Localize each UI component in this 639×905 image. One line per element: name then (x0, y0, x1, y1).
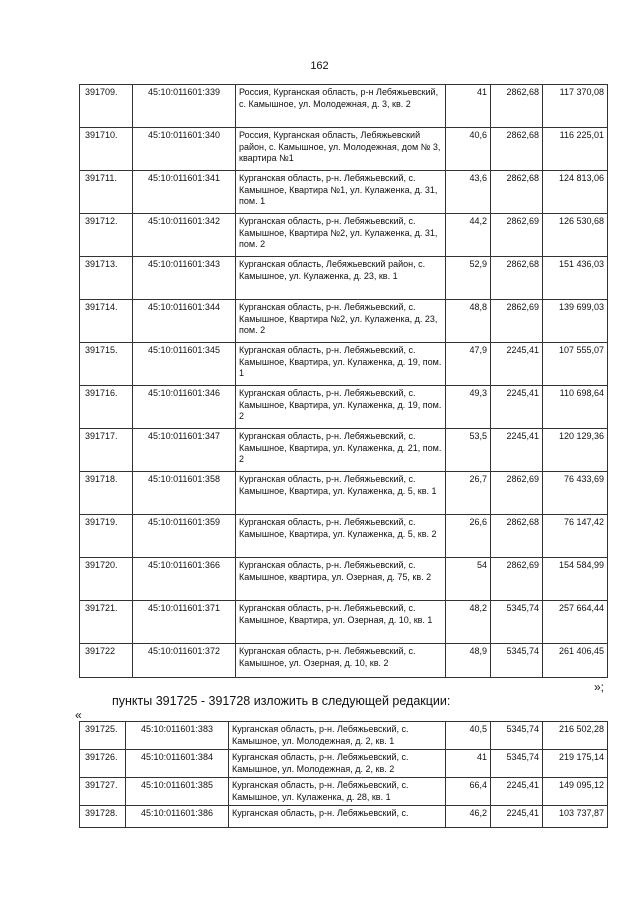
address-cell: Курганская область, р-н. Лебяжьевский, с. (229, 806, 446, 828)
area-cell: 40,5 (446, 722, 491, 750)
table-row (80, 128, 608, 171)
area-cell: 48,2 (446, 601, 491, 644)
row-number-cell: 391725. (80, 722, 126, 750)
address-cell: Курганская область, р-н. Лебяжьевский, с. Камышное, квартира, ул. Озерная, д. 75, кв. 2 (236, 558, 446, 601)
table-row (80, 515, 608, 558)
address-cell: Курганская область, р-н. Лебяжьевский, с. Камышное, Квартира, ул. Кулаженка, д. 21, пом. 2 (236, 429, 446, 472)
row-number-cell: 391711. (80, 171, 133, 214)
row-number-cell: 391726. (80, 750, 126, 778)
cadastral-rate-cell: 2862,69 (491, 214, 543, 257)
area-cell: 53,5 (446, 429, 491, 472)
table-row (80, 171, 608, 214)
area-cell: 43,6 (446, 171, 491, 214)
area-cell: 48,8 (446, 300, 491, 343)
cadastral-rate-cell: 5345,74 (491, 644, 543, 678)
cadastral-rate-cell: 2245,41 (491, 429, 543, 472)
row-number-cell: 391715. (80, 343, 133, 386)
cadastral-value-cell: 216 502,28 (543, 722, 608, 750)
row-number-cell: 391719. (80, 515, 133, 558)
cadastral-value-cell: 76 433,69 (543, 472, 608, 515)
address-cell: Курганская область, Лебяжьевский район, с. Камышное, ул. Кулаженка, д. 23, кв. 1 (236, 257, 446, 300)
cadastral-number-cell: 45:10:011601:366 (133, 558, 236, 601)
property-table-2 (79, 721, 608, 828)
address-cell: Курганская область, р-н. Лебяжьевский, с. Камышное, Квартира №1, ул. Кулаженка, д. 31, пом. 1 (236, 171, 446, 214)
table-row (80, 429, 608, 472)
area-cell: 48,9 (446, 644, 491, 678)
table-row (80, 343, 608, 386)
cadastral-value-cell: 110 698,64 (543, 386, 608, 429)
cadastral-number-cell: 45:10:011601:339 (133, 85, 236, 128)
address-cell: Россия, Курганская область, Лебяжьевский район, с. Камышное, ул. Молодежная, дом № 3, квартира №1 (236, 128, 446, 171)
area-cell: 54 (446, 558, 491, 601)
area-cell: 46,2 (446, 806, 491, 828)
cadastral-value-cell: 149 095,12 (543, 778, 608, 806)
address-cell: Курганская область, р-н. Лебяжьевский, с. Камышное, Квартира, ул. Озерная, д. 10, кв. 1 (236, 601, 446, 644)
cadastral-rate-cell: 5345,74 (491, 601, 543, 644)
address-cell: Курганская область, р-н. Лебяжьевский, с. Камышное, Квартира, ул. Кулаженка, д. 19, пом. 2 (236, 386, 446, 429)
row-number-cell: 391716. (80, 386, 133, 429)
area-cell: 40,6 (446, 128, 491, 171)
cadastral-rate-cell: 2245,41 (491, 343, 543, 386)
cadastral-number-cell: 45:10:011601:346 (133, 386, 236, 429)
area-cell: 26,6 (446, 515, 491, 558)
cadastral-value-cell: 107 555,07 (543, 343, 608, 386)
cadastral-value-cell: 219 175,14 (543, 750, 608, 778)
address-cell: Курганская область, р-н. Лебяжьевский, с. Камышное, ул. Озерная, д. 10, кв. 2 (236, 644, 446, 678)
area-cell: 41 (446, 750, 491, 778)
area-cell: 47,9 (446, 343, 491, 386)
table-row (80, 722, 608, 750)
cadastral-value-cell: 257 664,44 (543, 601, 608, 644)
address-cell: Курганская область, р-н. Лебяжьевский, с. Камышное, Квартира, ул. Кулаженка, д. 5, кв. 2 (236, 515, 446, 558)
address-cell: Курганская область, р-н. Лебяжьевский, с. Камышное, Квартира №2, ул. Кулаженка, д. 31, пом. 2 (236, 214, 446, 257)
address-cell: Россия, Курганская область, р-н Лебяжьевский, с. Камышное, ул. Молодежная, д. 3, кв. 2 (236, 85, 446, 128)
amendment-instruction: пункты 391725 - 391728 изложить в следующей редакции: (112, 694, 451, 708)
table-row (80, 257, 608, 300)
cadastral-rate-cell: 5345,74 (491, 722, 543, 750)
cadastral-value-cell: 117 370,08 (543, 85, 608, 128)
row-number-cell: 391727. (80, 778, 126, 806)
address-cell: Курганская область, р-н. Лебяжьевский, с. Камышное, ул. Кулаженка, д. 28, кв. 1 (229, 778, 446, 806)
row-number-cell: 391710. (80, 128, 133, 171)
cadastral-number-cell: 45:10:011601:345 (133, 343, 236, 386)
row-number-cell: 391713. (80, 257, 133, 300)
cadastral-rate-cell: 2245,41 (491, 778, 543, 806)
opening-quote: « (75, 708, 82, 722)
cadastral-rate-cell: 2245,41 (491, 806, 543, 828)
cadastral-number-cell: 45:10:011601:358 (133, 472, 236, 515)
row-number-cell: 391712. (80, 214, 133, 257)
cadastral-rate-cell: 2862,69 (491, 472, 543, 515)
area-cell: 52,9 (446, 257, 491, 300)
table-row (80, 300, 608, 343)
cadastral-value-cell: 116 225,01 (543, 128, 608, 171)
cadastral-rate-cell: 2245,41 (491, 386, 543, 429)
table-row (80, 472, 608, 515)
cadastral-number-cell: 45:10:011601:384 (126, 750, 229, 778)
cadastral-value-cell: 261 406,45 (543, 644, 608, 678)
page-number: 162 (310, 60, 329, 72)
area-cell: 66,4 (446, 778, 491, 806)
property-table-1 (79, 84, 608, 678)
address-cell: Курганская область, р-н. Лебяжьевский, с. Камышное, Квартира, ул. Кулаженка, д. 19, пом. 1 (236, 343, 446, 386)
table-row (80, 644, 608, 678)
cadastral-value-cell: 76 147,42 (543, 515, 608, 558)
cadastral-number-cell: 45:10:011601:340 (133, 128, 236, 171)
row-number-cell: 391714. (80, 300, 133, 343)
row-number-cell: 391709. (80, 85, 133, 128)
address-cell: Курганская область, р-н. Лебяжьевский, с. Камышное, Квартира, ул. Кулаженка, д. 5, кв. 1 (236, 472, 446, 515)
table-row (80, 85, 608, 128)
cadastral-number-cell: 45:10:011601:371 (133, 601, 236, 644)
cadastral-rate-cell: 2862,68 (491, 171, 543, 214)
cadastral-number-cell: 45:10:011601:385 (126, 778, 229, 806)
cadastral-value-cell: 154 584,99 (543, 558, 608, 601)
table-row (80, 601, 608, 644)
cadastral-rate-cell: 2862,68 (491, 515, 543, 558)
closing-quote: »; (594, 680, 605, 694)
cadastral-value-cell: 151 436,03 (543, 257, 608, 300)
table-row (80, 806, 608, 828)
row-number-cell: 391722 (80, 644, 133, 678)
cadastral-number-cell: 45:10:011601:342 (133, 214, 236, 257)
cadastral-value-cell: 139 699,03 (543, 300, 608, 343)
table-row (80, 750, 608, 778)
area-cell: 44,2 (446, 214, 491, 257)
cadastral-number-cell: 45:10:011601:359 (133, 515, 236, 558)
cadastral-rate-cell: 5345,74 (491, 750, 543, 778)
address-cell: Курганская область, р-н. Лебяжьевский, с. Камышное, Квартира №2, ул. Кулаженка, д. 23, пом. 2 (236, 300, 446, 343)
table-row (80, 558, 608, 601)
area-cell: 49,3 (446, 386, 491, 429)
cadastral-number-cell: 45:10:011601:344 (133, 300, 236, 343)
cadastral-number-cell: 45:10:011601:372 (133, 644, 236, 678)
cadastral-number-cell: 45:10:011601:383 (126, 722, 229, 750)
cadastral-value-cell: 124 813,06 (543, 171, 608, 214)
row-number-cell: 391721. (80, 601, 133, 644)
cadastral-value-cell: 126 530,68 (543, 214, 608, 257)
cadastral-number-cell: 45:10:011601:341 (133, 171, 236, 214)
cadastral-number-cell: 45:10:011601:343 (133, 257, 236, 300)
area-cell: 26,7 (446, 472, 491, 515)
row-number-cell: 391717. (80, 429, 133, 472)
cadastral-rate-cell: 2862,69 (491, 558, 543, 601)
cadastral-rate-cell: 2862,68 (491, 128, 543, 171)
cadastral-value-cell: 103 737,87 (543, 806, 608, 828)
address-cell: Курганская область, р-н. Лебяжьевский, с. Камышное, ул. Молодежная, д. 2, кв. 1 (229, 722, 446, 750)
cadastral-number-cell: 45:10:011601:386 (126, 806, 229, 828)
cadastral-rate-cell: 2862,69 (491, 300, 543, 343)
table-row (80, 214, 608, 257)
address-cell: Курганская область, р-н. Лебяжьевский, с. Камышное, ул. Молодежная, д. 2, кв. 2 (229, 750, 446, 778)
row-number-cell: 391718. (80, 472, 133, 515)
row-number-cell: 391728. (80, 806, 126, 828)
table-row (80, 386, 608, 429)
row-number-cell: 391720. (80, 558, 133, 601)
cadastral-rate-cell: 2862,68 (491, 85, 543, 128)
cadastral-rate-cell: 2862,68 (491, 257, 543, 300)
area-cell: 41 (446, 85, 491, 128)
table-row (80, 778, 608, 806)
cadastral-number-cell: 45:10:011601:347 (133, 429, 236, 472)
cadastral-value-cell: 120 129,36 (543, 429, 608, 472)
